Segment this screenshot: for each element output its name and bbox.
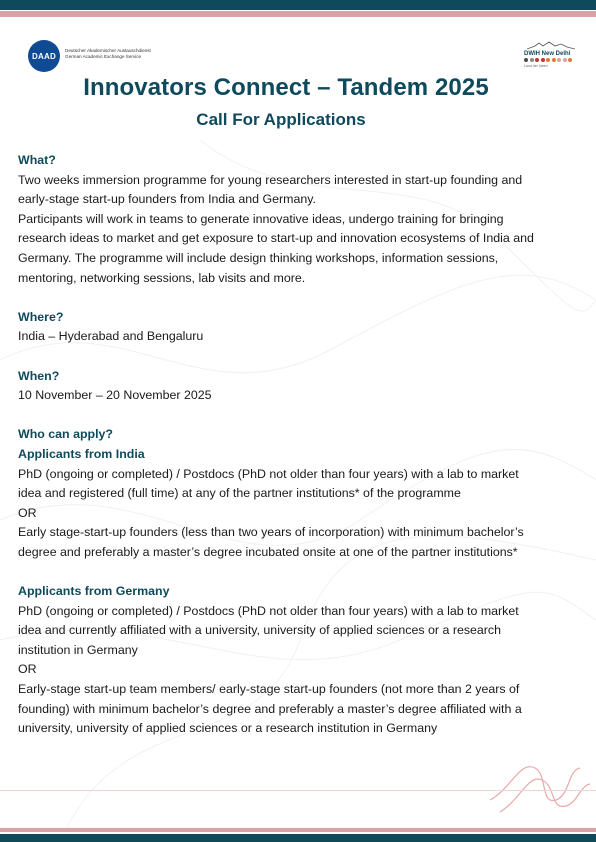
page-title: Innovators Connect – Tandem 2025 (83, 74, 489, 101)
what-text-line: Participants will work in teams to generate innovative ideas, undergo training for bringing (18, 211, 504, 226)
germany-text-line: Early-stage start-up team members/ early-stage start-up founders (not more than 2 years of (18, 682, 520, 697)
daad-logo-mark: DAAD (28, 40, 60, 72)
logo-dot (524, 58, 528, 62)
germany-text-line: idea and currently affiliated with a university, university of applied sciences or a research (18, 623, 502, 638)
page-subtitle: Call For Applications (196, 110, 366, 129)
when-text: 10 November – 20 November 2025 (18, 388, 212, 403)
germany-text-line: founding) with minimum bachelor’s degree and preferably a master’s degree affiliated with a (18, 701, 522, 716)
india-applicants-heading: Applicants from India (18, 446, 145, 461)
who-heading: Who can apply? (18, 427, 113, 442)
spacer (18, 562, 578, 582)
germany-text-line: university, university of applied sciences or a research institution in Germany (18, 721, 438, 736)
what-text-line: research ideas to market and get exposure to start-up and innovation ecosystems of India and (18, 231, 534, 246)
germany-text-line: PhD (ongoing or completed) / Postdocs (PhD not older than four years) with a lab to market (18, 603, 519, 618)
logo-dot (557, 58, 561, 62)
india-text-line: degree and preferably a master’s degree incubated onsite at one of the partner institutions* (18, 544, 518, 559)
what-text-line: early-stage start-up founders from India and Germany. (18, 192, 316, 207)
logo-dot (563, 58, 567, 62)
spacer (18, 347, 578, 367)
where-text: India – Hyderabad and Bengaluru (18, 329, 204, 344)
or-separator: OR (18, 505, 37, 520)
germany-applicants-heading: Applicants from Germany (18, 584, 170, 599)
where-heading: Where? (18, 309, 64, 324)
top-band (0, 0, 596, 17)
india-text-line: idea and registered (full time) at any of the partner institutions* of the programme (18, 486, 461, 501)
what-text-line: Germany. The programme will include design thinking workshops, information sessions, (18, 250, 499, 265)
logo-dot (568, 58, 572, 62)
when-heading: When? (18, 368, 60, 383)
germany-text-line: institution in Germany (18, 642, 138, 657)
dwih-logo-tagline: Land der Ideen (524, 64, 548, 68)
logo-dot (541, 58, 545, 62)
dwih-logo-dots (524, 58, 572, 62)
what-text-line: mentoring, networking sessions, lab visits and more. (18, 270, 306, 285)
or-separator: OR (18, 662, 37, 677)
logo-dot (552, 58, 556, 62)
spacer (18, 288, 578, 308)
spacer (18, 406, 578, 426)
what-heading: What? (18, 153, 56, 167)
document-body (18, 151, 578, 739)
footer-divider (0, 790, 596, 791)
logo-dot (535, 58, 539, 62)
bottom-band (0, 828, 596, 842)
logo-dot (546, 58, 550, 62)
india-text-line: PhD (ongoing or completed) / Postdocs (PhD not older than four years) with a lab to market (18, 466, 519, 481)
what-text-line: Two weeks immersion programme for young researchers interested in start-up founding and (18, 172, 523, 187)
dwih-logo-title: DWIH New Delhi (524, 51, 571, 57)
skyline-icon (527, 40, 575, 50)
daad-logo-text: Deutscher Akademischer Austauschdienst German Academic Exchange Service (65, 48, 151, 59)
india-text-line: Early stage-start-up founders (less than two years of incorporation) with minimum bachelor’s (18, 525, 524, 540)
logo-dot (530, 58, 534, 62)
daad-logo (28, 40, 178, 72)
dwih-logo (521, 40, 577, 72)
